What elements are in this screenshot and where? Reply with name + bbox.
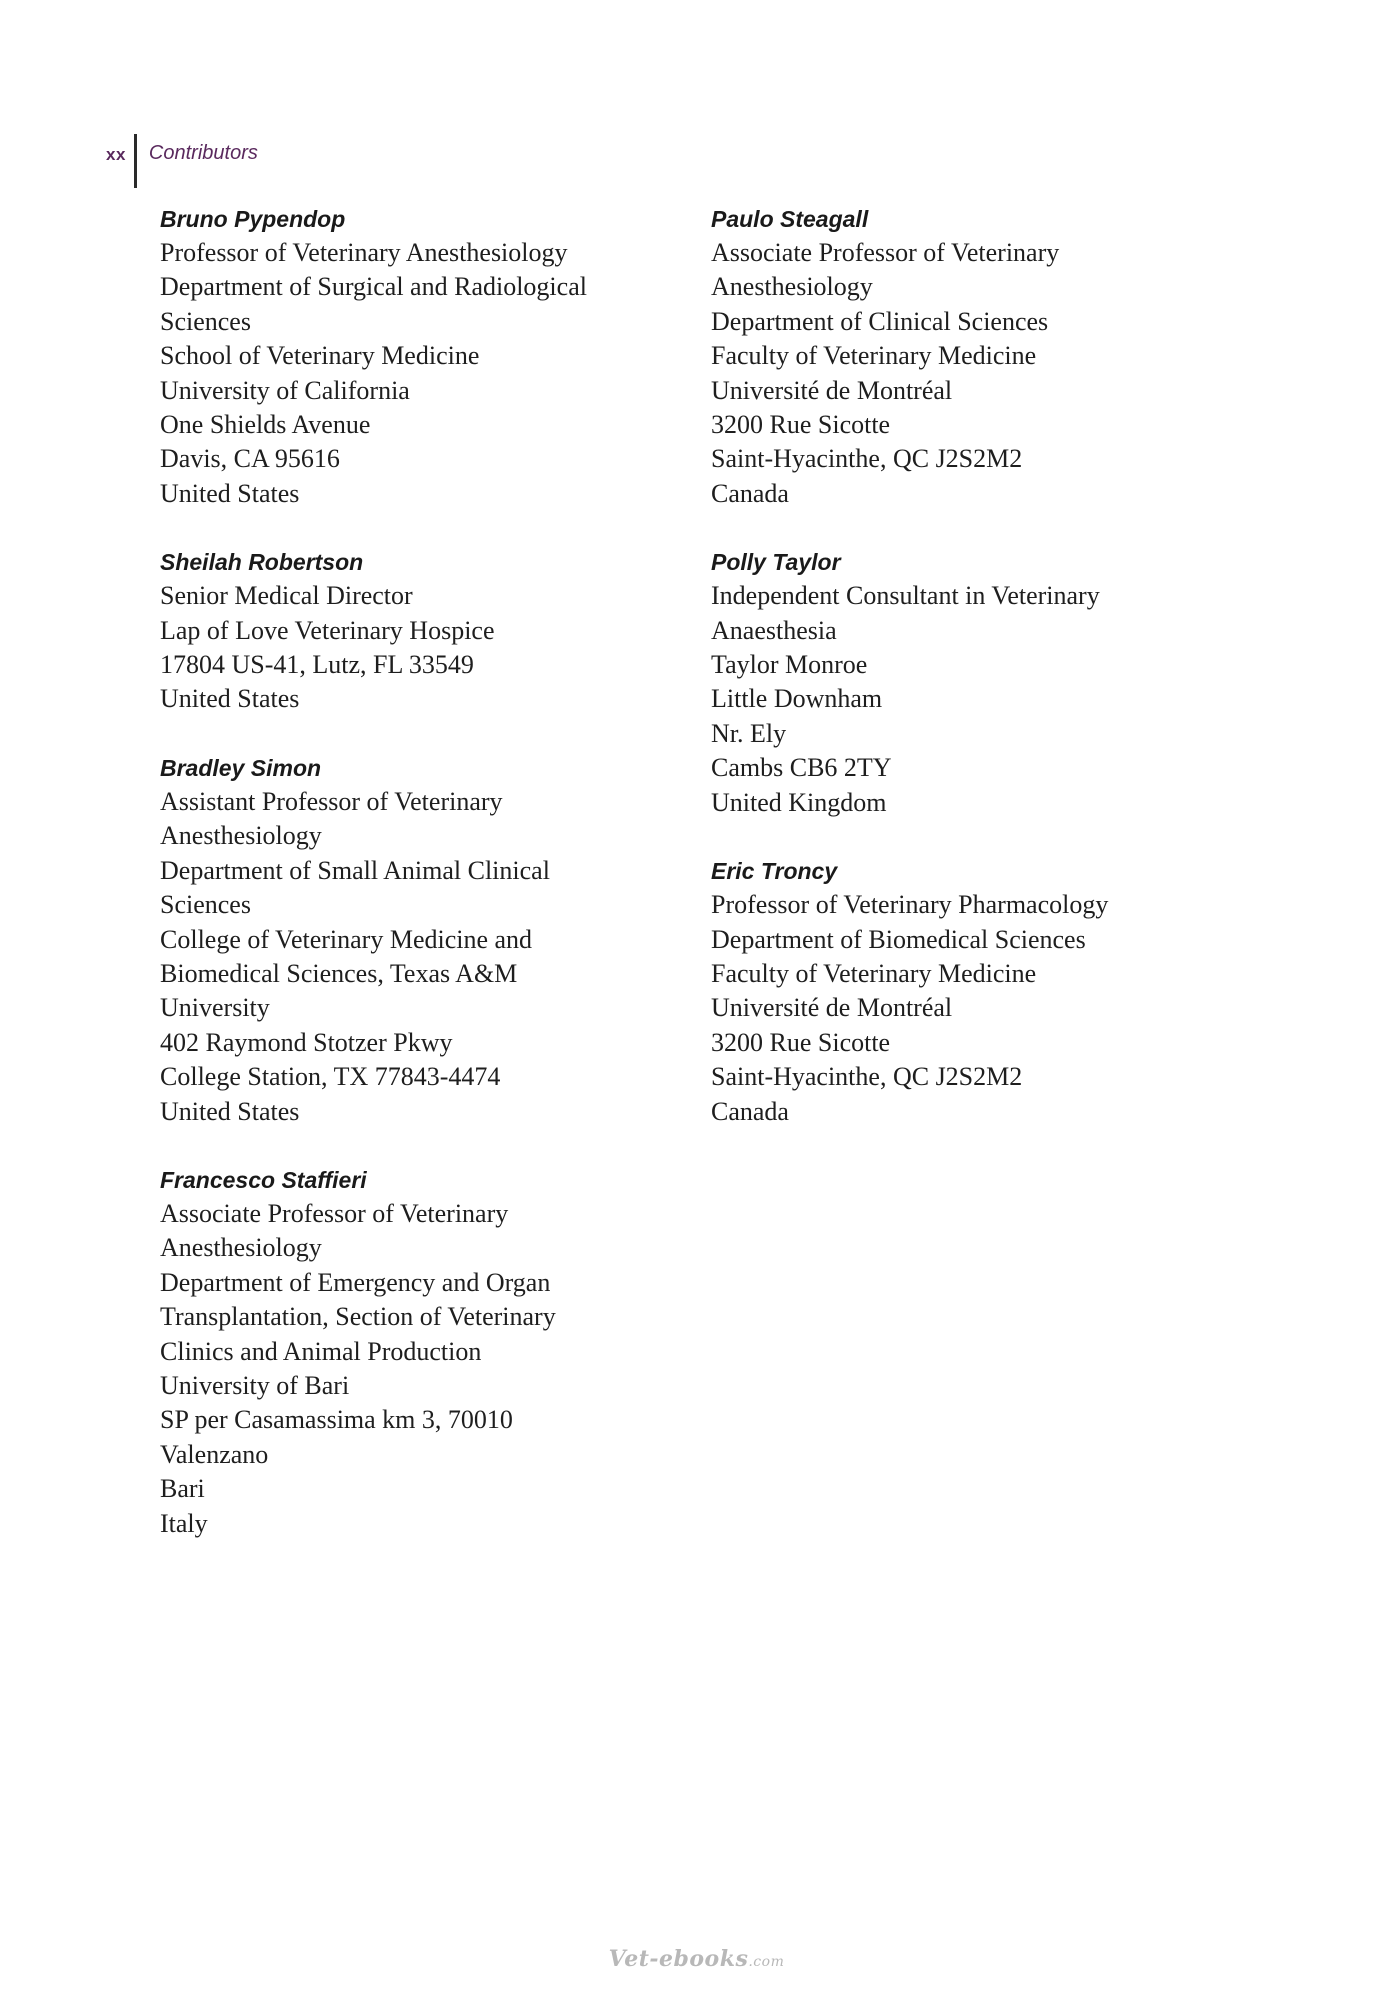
contributor-entry <box>160 545 680 717</box>
affiliation-line: Anesthesiology <box>711 272 873 302</box>
affiliation-line: Little Downham <box>711 684 883 714</box>
affiliation-line: Nr. Ely <box>711 718 787 748</box>
affiliation-line: School of Veterinary Medicine <box>160 341 480 371</box>
affiliation-line: Université de Montréal <box>711 375 953 405</box>
watermark-suffix: .com <box>748 1954 785 1970</box>
affiliation-line: Université de Montréal <box>711 993 953 1023</box>
affiliation-line: 402 Raymond Stotzer Pkwy <box>160 1027 453 1057</box>
left-column <box>160 202 680 1575</box>
affiliation-line: Faculty of Veterinary Medicine <box>711 958 1037 988</box>
affiliation-line: Valenzano <box>160 1439 269 1469</box>
affiliation-line: Department of Emergency and Organ <box>160 1267 551 1297</box>
affiliation-line: University of Bari <box>160 1370 350 1400</box>
contributor-entry <box>160 202 680 511</box>
affiliation-line: 17804 US-41, Lutz, FL 33549 <box>160 650 474 680</box>
affiliation-line: 3200 Rue Sicotte <box>711 410 891 440</box>
affiliation-line: Davis, CA 95616 <box>160 444 340 474</box>
affiliation-line: Department of Small Animal Clinical <box>160 855 550 885</box>
contributor-name: Paulo Steagall <box>711 206 869 232</box>
affiliation-line: Department of Surgical and Radiological <box>160 272 587 302</box>
affiliation-line: 3200 Rue Sicotte <box>711 1027 891 1057</box>
affiliation-line: United States <box>160 684 300 714</box>
affiliation-line: Saint-Hyacinthe, QC J2S2M2 <box>711 1062 1023 1092</box>
affiliation-line: Professor of Veterinary Anesthesiology <box>160 238 568 267</box>
affiliation-line: Sciences <box>160 890 251 920</box>
right-column <box>711 202 1231 1163</box>
affiliation-line: Senior Medical Director <box>160 581 413 611</box>
affiliation-line: Cambs CB6 2TY <box>711 753 892 783</box>
affiliation-line: University <box>160 993 270 1023</box>
affiliation-line: Professor of Veterinary Pharmacology <box>711 890 1109 920</box>
affiliation-line: Biomedical Sciences, Texas A&M <box>160 958 518 988</box>
affiliation-line: Saint-Hyacinthe, QC J2S2M2 <box>711 444 1023 474</box>
affiliation-line: Bari <box>160 1474 205 1504</box>
contributor-entry <box>160 1163 680 1541</box>
contributor-name: Bruno Pypendop <box>160 206 346 232</box>
header-divider <box>134 134 137 188</box>
affiliation-line: Associate Professor of Veterinary <box>711 238 1060 267</box>
affiliation-line: Canada <box>711 1096 789 1126</box>
affiliation-line: Anesthesiology <box>160 1233 322 1263</box>
affiliation-line: Assistant Professor of Veterinary <box>160 786 503 816</box>
contributor-entry <box>711 202 1231 511</box>
contributor-entry <box>711 854 1231 1129</box>
affiliation-line: Transplantation, Section of Veterinary <box>160 1302 556 1332</box>
watermark-text: Vet-ebooks <box>608 1946 749 1972</box>
affiliation-line: Department of Clinical Sciences <box>711 306 1049 336</box>
affiliation-line: SP per Casamassima km 3, 70010 <box>160 1405 513 1435</box>
affiliation-line: Taylor Monroe <box>711 650 868 680</box>
page-number: xx <box>106 145 126 164</box>
affiliation-line: Lap of Love Veterinary Hospice <box>160 615 495 645</box>
affiliation-line: Independent Consultant in Veterinary <box>711 581 1100 611</box>
affiliation-line: United Kingdom <box>711 787 887 817</box>
affiliation-line: Associate Professor of Veterinary <box>160 1198 509 1228</box>
affiliation-line: Faculty of Veterinary Medicine <box>711 341 1037 371</box>
contributor-name: Eric Troncy <box>711 858 838 885</box>
affiliation-line: University of California <box>160 375 410 405</box>
contributor-name: Bradley Simon <box>160 754 322 781</box>
affiliation-line: Canada <box>711 478 789 508</box>
affiliation-line: United States <box>160 1096 300 1126</box>
contributor-name: Polly Taylor <box>711 549 841 576</box>
contributor-entry <box>711 545 1231 820</box>
affiliation-line: Clinics and Animal Production <box>160 1336 482 1366</box>
contributor-name: Francesco Staffieri <box>160 1166 367 1193</box>
running-head <box>106 134 258 188</box>
affiliation-line: One Shields Avenue <box>160 410 371 440</box>
contributor-name: Sheilah Robertson <box>160 549 364 576</box>
affiliation-line: Anesthesiology <box>160 821 322 851</box>
affiliation-line: Anaesthesia <box>711 615 837 645</box>
contributor-entry <box>160 751 680 1129</box>
affiliation-line: College Station, TX 77843-4474 <box>160 1062 501 1092</box>
affiliation-line: Sciences <box>160 306 251 336</box>
section-title: Contributors <box>148 142 258 164</box>
affiliation-line: United States <box>160 478 300 508</box>
affiliation-line: Italy <box>160 1508 208 1538</box>
affiliation-line: College of Veterinary Medicine and <box>160 924 533 954</box>
affiliation-line: Department of Biomedical Sciences <box>711 924 1086 954</box>
watermark-logo <box>0 1946 1393 1972</box>
